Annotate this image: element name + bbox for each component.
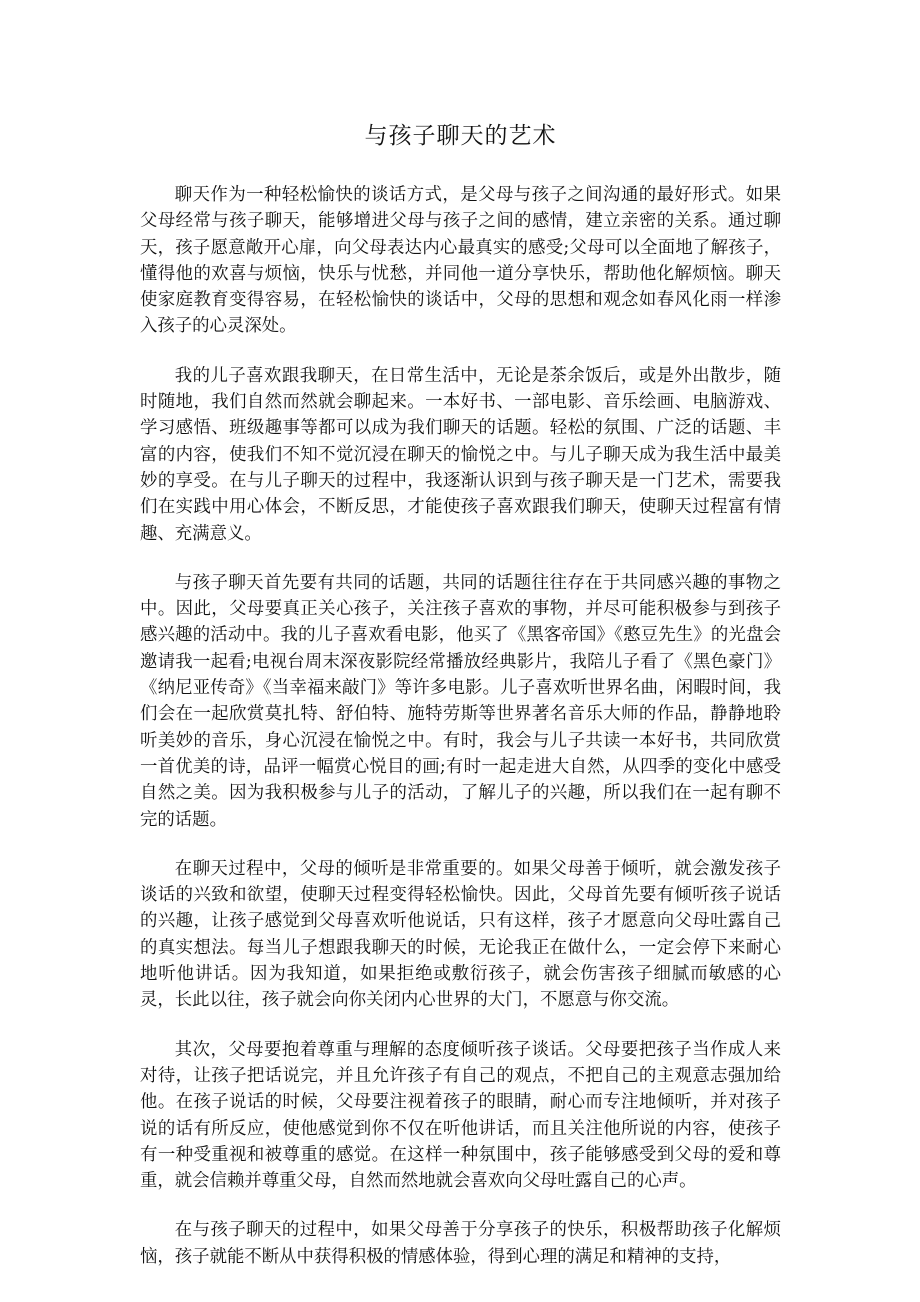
paragraph-4: 在聊天过程中，父母的倾听是非常重要的。如果父母善于倾听，就会激发孩子谈话的兴致和欲望，使聊天过程变得轻松愉快。因此，父母首先要有倾听孩子说话的兴趣，让孩子感觉到父母喜欢听他说话，只有这样，孩子才愿意向父母吐露自己的真实想法。每当儿子想跟我聊天的时候，无论我正在做什么，一定会停下来耐心地听他讲话。因为我知道，如果拒绝或敷衍孩子，就会伤害孩子细腻而敏感的心灵，长此以往，孩子就会向你关闭内心世界的大门，不愿意与你交流。: [140, 858, 781, 1011]
document-page: [140, 118, 781, 1293]
paragraph-2: 我的儿子喜欢跟我聊天，在日常生活中，无论是茶余饭后，或是外出散步，随时随地，我们自然而然就会聊起来。一本好书、一部电影、音乐绘画、电脑游戏、学习感悟、班级趣事等都可以成为我们聊天的话题。轻松的氛围、广泛的话题、丰富的内容，使我们不知不觉沉浸在聊天的愉悦之中。与儿子聊天成为我生活中最美妙的享受。在与儿子聊天的过程中，我逐渐认识到与孩子聊天是一门艺术，需要我们在实践中用心体会，不断反思，才能使孩子喜欢跟我们聊天，使聊天过程富有情趣、充满意义。: [140, 365, 781, 544]
paragraph-3: 与孩子聊天首先要有共同的话题，共同的话题往往存在于共同感兴趣的事物之中。因此，父母要真正关心孩子，关注孩子喜欢的事物，并尽可能积极参与到孩子感兴趣的活动中。我的儿子喜欢看电影，他买了《黑客帝国》《憨豆先生》的光盘会邀请我一起看;电视台周末深夜影院经常播放经典影片，我陪儿子看了《黑色豪门》《纳尼亚传奇》《当幸福来敲门》等许多电影。儿子喜欢听世界名曲，闲暇时间，我们会在一起欣赏莫扎特、舒伯特、施特劳斯等世界著名音乐大师的作品，静静地聆听美妙的音乐，身心沉浸在愉悦之中。有时，我会与儿子共读一本好书，共同欣赏一首优美的诗，品评一幅赏心悦目的画;有时一起走进大自然，从四季的变化中感受自然之美。因为我积极参与儿子的活动，了解儿子的兴趣，所以我们在一起有聊不完的话题。: [140, 572, 781, 830]
document-title: 与孩子聊天的艺术: [364, 123, 557, 149]
paragraph-5: 其次，父母要抱着尊重与理解的态度倾听孩子谈话。父母要把孩子当作成人来对待，让孩子把话说完，并且允许孩子有自己的观点，不把自己的主观意志强加给他。在孩子说话的时候，父母要注视着孩子的眼睛，耐心而专注地倾听，并对孩子说的话有所反应，使他感觉到你不仅在听他讲话，而且关注他所说的内容，使孩子有一种受重视和被尊重的感觉。在这样一种氛围中，孩子能够感受到父母的爱和尊重，就会信赖并尊重父母，自然而然地就会喜欢向父母吐露自己的心声。: [140, 1039, 781, 1192]
paragraph-1: 聊天作为一种轻松愉快的谈话方式，是父母与孩子之间沟通的最好形式。如果父母经常与孩子聊天，能够增进父母与孩子之间的感情，建立亲密的关系。通过聊天，孩子愿意敞开心扉，向父母表达内心最真实的感受;父母可以全面地了解孩子，懂得他的欢喜与烦恼，快乐与忧愁，并同他一道分享快乐，帮助他化解烦恼。聊天使家庭教育变得容易，在轻松愉快的谈话中，父母的思想和观念如春风化雨一样渗入孩子的心灵深处。: [140, 185, 781, 337]
paragraph-6: 在与孩子聊天的过程中，如果父母善于分享孩子的快乐，积极帮助孩子化解烦恼，孩子就能不断从中获得积极的情感体验，得到心理的满足和精神的支持，: [140, 1220, 781, 1267]
